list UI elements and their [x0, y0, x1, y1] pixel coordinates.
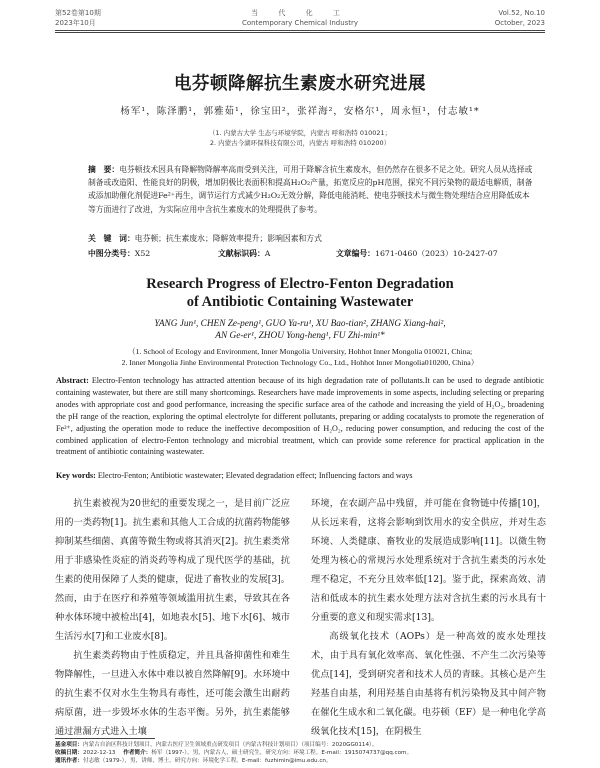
- affiliations-en: [0, 346, 600, 368]
- article-number-value: 1671-0460（2023）10-2427-07: [374, 249, 498, 258]
- body-paragraph: 高级氧化技术（AOPs）是一种高效的废水处理技术，由于具有氧化效率高、氧化性强、不产生二次污染等优点[14]，受到研究者和技术人员的青睐。其核心是产生羟基自由基，利用羟基自由基将有机污染物及其中间产物在催化生成水和二氧化碳。电芬顿（EF）是一种电化学高级氧化技术[15]，在阴极生: [311, 631, 546, 737]
- affiliation-zh-1: （1. 内蒙古大学 生态与环境学院，内蒙古 呼和浩特 010021；: [208, 129, 392, 137]
- body-column-left: [55, 494, 290, 741]
- journal-name-en: Contemporary Chemical Industry: [241, 19, 359, 27]
- received-text: 2022-12-13: [82, 750, 116, 756]
- body-column-right: [311, 494, 546, 741]
- abstract-en: [56, 375, 544, 458]
- title-en-line-2: of Antibiotic Containing Wastewater: [186, 293, 414, 310]
- keywords-en: [56, 470, 544, 482]
- body-paragraph: 抗生素类药物由于性质稳定，并且具备抑菌性和难生物降解性，一旦进入水体中难以被自然降解[9]。水环境中的抗生素不仅对水生生物具有毒性，还可能会激生出耐药病原菌，进一步毁坏水体的生态平衡。另外，抗生素能够通过泄漏方式进入土壤: [55, 650, 290, 737]
- authors-en-line-2: AN Ge-er¹, ZHOU Yong-heng¹, FU Zhi-min¹*: [215, 331, 385, 341]
- keywords-en-label: Key words:: [56, 471, 96, 480]
- volume-issue: 第52卷第10期: [55, 9, 101, 17]
- title-zh: 电芬顿降解抗生素废水研究进展: [174, 74, 426, 94]
- received-label: 收稿日期：: [55, 750, 83, 756]
- clc: [88, 248, 150, 260]
- article-number-label: 文章编号：: [336, 249, 375, 258]
- doc-code-value: A: [264, 249, 271, 258]
- clc-label: 中图分类号：: [88, 249, 135, 258]
- article-number: [336, 248, 498, 260]
- issue-date-en: October, 2023: [494, 19, 545, 27]
- abstract-zh: [88, 163, 534, 216]
- fund-text: 内蒙古自治区科技计划项目，内蒙古医疗卫生领域重点研发项目（内蒙古科技计划项目）（项目编号：2020GG0114）。: [82, 742, 378, 748]
- body-paragraph: 环境，在农副产品中残留，并可能在食物链中传播[10]，从长远来看，这将会影响到饮用水的安全供应，并对生态环境、人类健康、畜牧业的发展造成影响[11]。以微生物处理为核心的常规污水处理系统对于含抗生素类的污水处理不稳定，不充分且效率低[12]。鉴于此，探索高效、清洁和低成本的抗生素水处理方法对含抗生素的污水具有十分重要的意义和现实需求[13]。: [311, 498, 546, 623]
- abstract-en-label: Abstract:: [56, 376, 89, 385]
- doc-code: [218, 248, 270, 260]
- authors-en: [0, 318, 600, 342]
- issue-date: 2023年10月: [55, 19, 96, 27]
- volume-issue-en: Vol.52, No.10: [498, 9, 545, 17]
- footnote-rule: [55, 738, 155, 739]
- title-en: [0, 276, 600, 311]
- body-paragraph: 抗生素被视为20世纪的重要发现之一，是目前广泛应用的一类药物[1]。抗生素和其他人工合成的抗菌药物能够抑制某些细菌、真菌等微生物或将其消灭[2]。抗生素类常用于非感染性炎症的消炎药等构成了现代医学的基础，抗生素的使用保障了人类的健康，促进了畜牧业的发展[3]。然而，由于在医疗和养殖等领域滥用抗生素，导致其在各种水体环境中被检出[4]，如地表水[5]、地下水[6]、城市生活污水[7]和工业废水[8]。: [55, 498, 290, 642]
- abstract-zh-label: 摘 要：: [88, 165, 120, 174]
- author-text: 杨军（1997-），男，内蒙古人，硕士研究生，研究方向：环境工程。E-mail：1915074737@qq.com。: [151, 750, 413, 756]
- footnote-corresponding: [55, 757, 545, 766]
- issue-info-en: [495, 8, 545, 28]
- header-rule-secondary: [55, 32, 545, 33]
- title-en-line-1: Research Progress of Electro-Fenton Degradation: [146, 276, 454, 292]
- keywords-zh: [88, 233, 534, 245]
- affiliation-zh-2: 2. 内蒙古今湖环保科技有限公司，内蒙古 呼和浩特 010200）: [209, 139, 391, 147]
- corr-text: 付志敏（1979-），男，讲师，博士，研究方向：环境化学工程。E-mail：fuzhimin@imu.edu.cn。: [82, 758, 332, 764]
- fund-label: 基金项目：: [55, 742, 83, 748]
- affiliation-en-1: （1. School of Ecology and Environment, Inner Mongolia University, Hohhot Inner Mongolia 010021, China;: [127, 347, 473, 356]
- abstract-en-text: Electro-Fenton technology has attracted attention because of its high degradation rate of pollutants.It can be used to degrade antibiotic containing wastewater, but there are still many shortcomings. Researchers have made improvements in some aspects, including selecting or preparing anodes with appropriate cost and good performance, increasing the specific surface area of the cathode and increasing the yield of H₂O₂, broadening the pH range of the reaction, exploring the optimal electrolyte for different pollutants, preparing or adding cocatalysts to promote the regeneration of Fe²⁺, adjusting the operation mode to reduce the ineffective decomposition of H₂O₂, reducing power consumption, and reducing the cost of the combined application of electro-Fenton technology and microbial treatment, which can provide some reference for practical application in the treatment of antibiotic containing wastewater.: [56, 376, 544, 457]
- affiliation-en-2: 2. Inner Mongolia Jinhe Environmental Protection Technology Co., Ltd., Hohhot Inner Mongolia010200, China）: [121, 358, 479, 367]
- header-rule: [55, 30, 545, 31]
- corr-label: 通讯作者：: [55, 758, 83, 764]
- authors-zh: 杨军¹，陈泽鹏¹，郭雅茹¹，徐宝田²，张祥海²，安格尔¹，周永恒¹，付志敏¹*: [120, 106, 480, 117]
- running-header: [0, 8, 600, 38]
- authors-en-line-1: YANG Jun¹, CHEN Ze-peng¹, GUO Ya-ru¹, XU Bao-tian², ZHANG Xiang-hai²,: [154, 319, 446, 329]
- keywords-en-text: Electro-Fenton; Antibiotic wastewater; Elevated degradation effect; Influencing factors and ways: [97, 471, 413, 480]
- keywords-zh-text: 电芬顿；抗生素废水；降解效率提升；影响因素和方式: [134, 234, 322, 243]
- clc-value: X52: [134, 249, 151, 258]
- keywords-zh-label: 关 键 词：: [88, 234, 135, 243]
- author-label: 作者简介：: [123, 750, 152, 756]
- journal-name-zh: 当 代 化 工: [251, 9, 349, 17]
- abstract-zh-text: 电芬顿技术因具有降解物降解率高而受到关注，可用于降解含抗生素废水，但仍然存在很多不足之处。研究人员从选择或制备或改造阳、性能良好的阴极，增加阴极比表面积和提高H₂O₂产量，拓宽反应的pH范围，探究不同污染物的最适电解质，制备或添加助催化剂促进Fe²⁺再生，调节运行方式减少H₂O₂无效分解，降低电能消耗、使电芬顿技术与微生物处理结合应用降低成本等方面进行了改进，为实际应用中含抗生素废水的处理提供了参考。: [88, 165, 533, 214]
- doc-code-label: 文献标识码：: [218, 249, 265, 258]
